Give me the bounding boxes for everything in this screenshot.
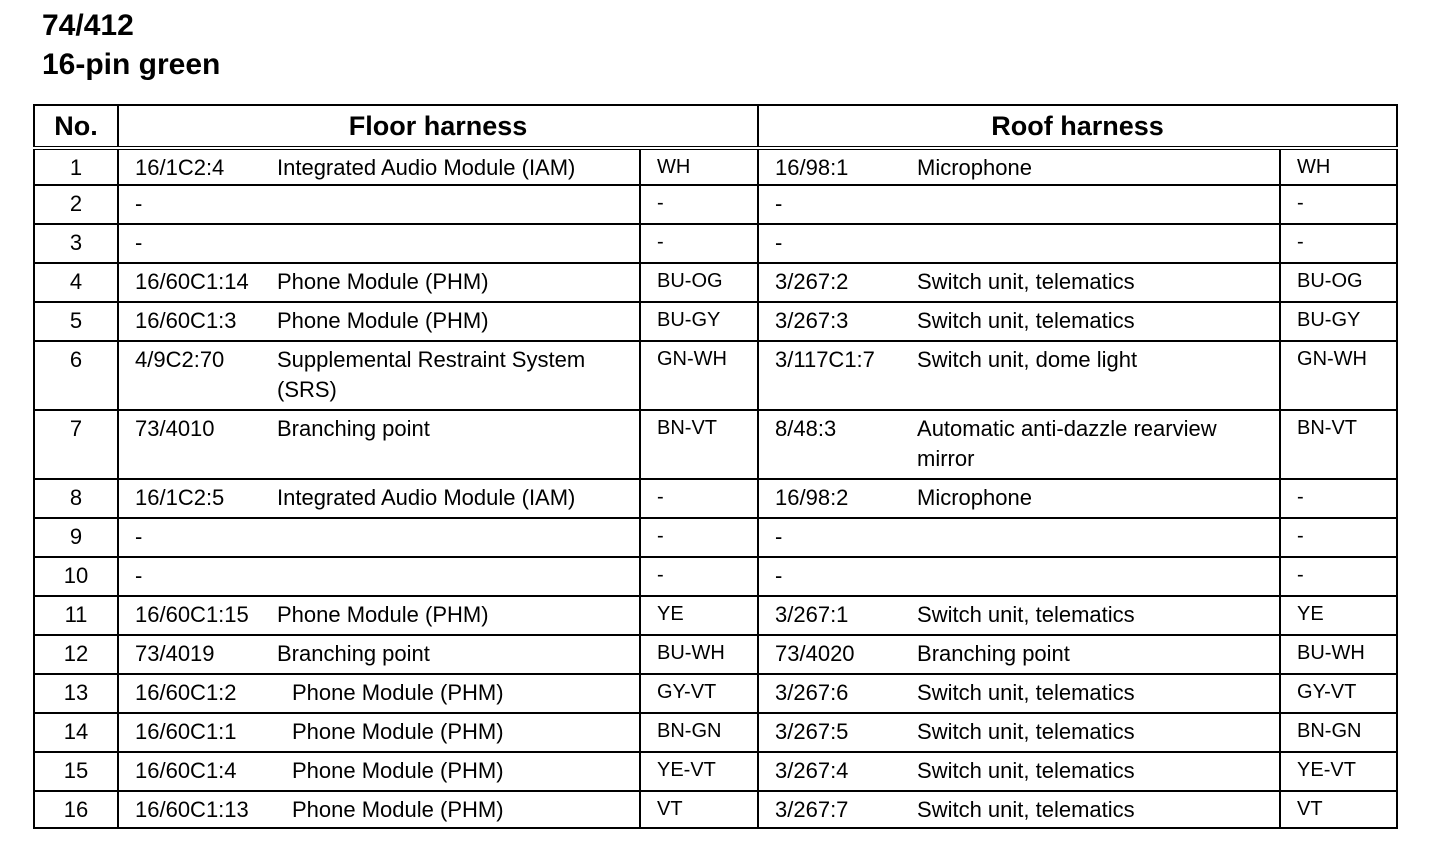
floor-wire-color: - [640,224,758,263]
roof-component: Branching point [917,641,1070,666]
table-row [34,674,1397,713]
floor-wire-color: BN-VT [640,410,758,479]
pin-number: 5 [34,302,118,341]
floor-harness-cell [118,185,640,224]
pin-number: 2 [34,185,118,224]
floor-connector-pin: 16/60C1:13 [135,797,249,822]
floor-component: Phone Module (PHM) [277,269,489,294]
floor-connector-pin: 16/60C1:2 [135,680,237,705]
floor-harness-cell [118,713,640,752]
pin-number: 15 [34,752,118,791]
floor-wire-color: GY-VT [640,674,758,713]
floor-connector-pin: 16/60C1:4 [135,758,237,783]
roof-wire-color: YE-VT [1280,752,1397,791]
floor-connector-pin: 16/1C2:4 [135,155,225,180]
roof-component: Microphone [917,155,1032,180]
roof-harness-cell [758,635,1280,674]
floor-connector-pin: 16/60C1:1 [135,719,237,744]
roof-connector-pin: 3/267:1 [775,602,849,627]
roof-wire-color: GY-VT [1280,674,1397,713]
table-row [34,635,1397,674]
roof-harness-cell [758,185,1280,224]
floor-component: Branching point [277,641,430,666]
floor-wire-color: - [640,557,758,596]
table-row [34,302,1397,341]
floor-component: Integrated Audio Module (IAM) [277,155,576,180]
roof-component: Automatic anti-dazzle rearview mirror [917,416,1217,471]
floor-connector-pin: - [135,563,143,588]
table-row [34,791,1397,828]
floor-component: Phone Module (PHM) [292,719,504,744]
roof-wire-color: - [1280,185,1397,224]
roof-harness-cell [758,224,1280,263]
floor-component [277,561,639,591]
roof-harness-cell [758,302,1280,341]
roof-harness-cell [758,341,1280,410]
table-row [34,557,1397,596]
connector-description: 16-pin green [42,48,221,81]
table-row [34,479,1397,518]
roof-connector-pin: 3/267:5 [775,719,849,744]
roof-harness-cell [758,674,1280,713]
roof-wire-color: - [1280,557,1397,596]
roof-connector-pin: - [775,524,783,549]
table-row [34,713,1397,752]
pin-number: 16 [34,791,118,828]
pin-number: 1 [34,148,118,185]
floor-component [277,189,639,219]
floor-component: Phone Module (PHM) [292,680,504,705]
roof-connector-pin: 3/117C1:7 [775,347,875,372]
floor-component: Phone Module (PHM) [277,602,489,627]
roof-harness-cell [758,713,1280,752]
floor-wire-color: VT [640,791,758,828]
roof-connector-pin: 73/4020 [775,641,855,666]
pinout-table [33,104,1398,829]
floor-harness-cell [118,635,640,674]
floor-wire-color: BU-OG [640,263,758,302]
roof-wire-color: - [1280,479,1397,518]
floor-component [277,228,639,258]
roof-component: Switch unit, telematics [917,719,1135,744]
roof-wire-color: BU-WH [1280,635,1397,674]
roof-harness-cell [758,148,1280,185]
header-roof-harness: Roof harness [758,105,1397,148]
roof-wire-color: BU-GY [1280,302,1397,341]
roof-component: Switch unit, telematics [917,758,1135,783]
floor-connector-pin: 16/1C2:5 [135,485,225,510]
roof-harness-cell [758,410,1280,479]
pin-number: 4 [34,263,118,302]
floor-wire-color: GN-WH [640,341,758,410]
floor-harness-cell [118,752,640,791]
floor-harness-cell [118,263,640,302]
floor-connector-pin: 16/60C1:3 [135,308,237,333]
roof-wire-color: - [1280,518,1397,557]
floor-component: Phone Module (PHM) [292,797,504,822]
roof-harness-cell [758,479,1280,518]
roof-connector-pin: - [775,191,783,216]
floor-harness-cell [118,557,640,596]
roof-wire-color: YE [1280,596,1397,635]
roof-component: Switch unit, telematics [917,308,1135,333]
roof-wire-color: BN-GN [1280,713,1397,752]
pin-number: 7 [34,410,118,479]
floor-connector-pin: 16/60C1:15 [135,602,249,627]
roof-component: Switch unit, telematics [917,269,1135,294]
floor-wire-color: BU-GY [640,302,758,341]
floor-wire-color: WH [640,148,758,185]
roof-wire-color: VT [1280,791,1397,828]
floor-connector-pin: - [135,191,143,216]
pin-number: 10 [34,557,118,596]
roof-connector-pin: - [775,563,783,588]
table-row [34,224,1397,263]
floor-component: Phone Module (PHM) [277,308,489,333]
table-row [34,410,1397,479]
table-row [34,185,1397,224]
roof-harness-cell [758,752,1280,791]
floor-harness-cell [118,791,640,828]
floor-component [277,522,639,552]
floor-connector-pin: 73/4010 [135,416,215,441]
header-floor-harness: Floor harness [118,105,758,148]
roof-connector-pin: 3/267:6 [775,680,849,705]
pin-number: 14 [34,713,118,752]
table-row [34,263,1397,302]
floor-connector-pin: 4/9C2:70 [135,347,225,372]
floor-wire-color: BU-WH [640,635,758,674]
roof-component: Switch unit, telematics [917,797,1135,822]
pin-number: 12 [34,635,118,674]
roof-wire-color: - [1280,224,1397,263]
floor-connector-pin: 73/4019 [135,641,215,666]
floor-connector-pin: - [135,230,143,255]
roof-wire-color: BU-OG [1280,263,1397,302]
roof-connector-pin: 3/267:2 [775,269,849,294]
floor-component: Integrated Audio Module (IAM) [277,485,576,510]
roof-harness-cell [758,263,1280,302]
floor-harness-cell [118,148,640,185]
floor-harness-cell [118,518,640,557]
floor-harness-cell [118,674,640,713]
header-no: No. [34,105,118,148]
pin-number: 8 [34,479,118,518]
roof-connector-pin: 3/267:7 [775,797,849,822]
floor-component: Phone Module (PHM) [292,758,504,783]
table-row [34,518,1397,557]
table-row [34,596,1397,635]
table-row [34,752,1397,791]
floor-harness-cell [118,302,640,341]
pin-number: 11 [34,596,118,635]
pin-number: 3 [34,224,118,263]
floor-harness-cell [118,224,640,263]
floor-component: Branching point [277,416,430,441]
floor-wire-color: YE-VT [640,752,758,791]
floor-wire-color: - [640,518,758,557]
roof-component: Switch unit, telematics [917,602,1135,627]
table-row [34,148,1397,185]
floor-wire-color: - [640,479,758,518]
roof-harness-cell [758,596,1280,635]
connector-id: 74/412 [42,9,134,42]
roof-harness-cell [758,518,1280,557]
floor-connector-pin: - [135,524,143,549]
table-header-row [34,105,1397,148]
pin-number: 9 [34,518,118,557]
pin-number: 13 [34,674,118,713]
floor-wire-color: BN-GN [640,713,758,752]
roof-harness-cell [758,557,1280,596]
roof-connector-pin: 16/98:1 [775,155,849,180]
pin-number: 6 [34,341,118,410]
table-row [34,341,1397,410]
roof-connector-pin: 3/267:4 [775,758,849,783]
roof-component: Microphone [917,485,1032,510]
floor-harness-cell [118,410,640,479]
floor-wire-color: YE [640,596,758,635]
roof-connector-pin: 8/48:3 [775,416,837,441]
roof-component: Switch unit, telematics [917,680,1135,705]
roof-component [917,189,1279,219]
floor-component: Supplemental Restraint System (SRS) [277,347,586,402]
roof-wire-color: BN-VT [1280,410,1397,479]
roof-wire-color: GN-WH [1280,341,1397,410]
floor-harness-cell [118,479,640,518]
floor-connector-pin: 16/60C1:14 [135,269,249,294]
floor-wire-color: - [640,185,758,224]
roof-component [917,522,1279,552]
roof-component: Switch unit, dome light [917,347,1138,372]
floor-harness-cell [118,596,640,635]
roof-component [917,228,1279,258]
floor-harness-cell [118,341,640,410]
roof-connector-pin: 3/267:3 [775,308,849,333]
roof-connector-pin: - [775,230,783,255]
roof-wire-color: WH [1280,148,1397,185]
roof-harness-cell [758,791,1280,828]
roof-connector-pin: 16/98:2 [775,485,849,510]
roof-component [917,561,1279,591]
